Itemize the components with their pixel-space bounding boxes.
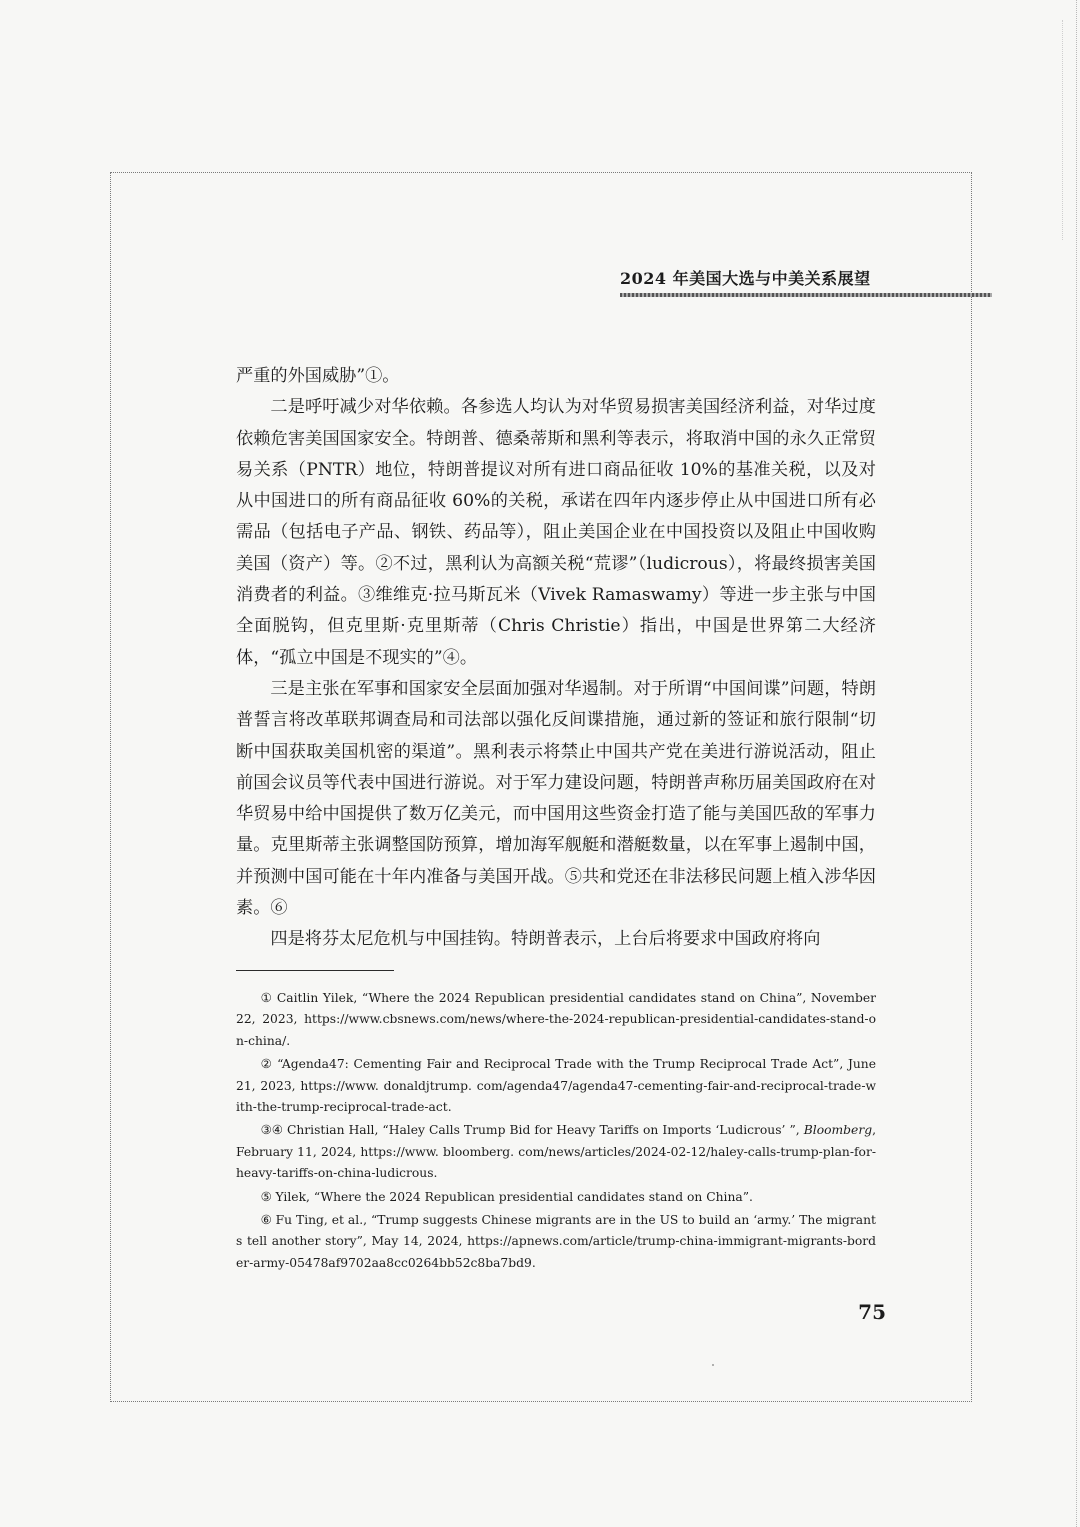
paragraph: 三是主张在军事和国家安全层面加强对华遏制。对于所谓“中国间谍”问题，特朗普誓言将改革联邦调查局和司法部以强化反间谍措施，通过新的签证和旅行限制“切断中国获取美国机密的渠道”。黑利表示将禁止中国共产党在美进行游说活动，阻止前国会议员等代表中国进行游说。对于军力建设问题，特朗普声称历届美国政府在对华贸易中给中国提供了数万亿美元，而中国用这些资金打造了能与美国匹敌的军事力量。克里斯蒂主张调整国防预算，增加海军舰艇和潜艇数量，以在军事上遏制中国，并预测中国可能在十年内准备与美国开战。⑤共和党还在非法移民问题上植入涉华因素。⑥ (236, 678, 876, 919)
footnotes (236, 988, 876, 1276)
scan-edge-mark-inner (1062, 20, 1064, 240)
scan-speck (712, 1364, 714, 1366)
page-number: 75 (858, 1300, 886, 1324)
header-rule (620, 293, 992, 297)
footnote-5: ⑤ Yilek, “Where the 2024 Republican presidential candidates stand on China”. (260, 1189, 753, 1204)
scan-edge-mark (1076, 0, 1079, 1527)
running-header: 2024 年美国大选与中美关系展望 (620, 269, 871, 288)
footnote-3-4-publication: Bloomberg (803, 1123, 873, 1138)
paragraph: 四是将芬太尼危机与中国挂钩。特朗普表示，上台后将要求中国政府将向 (270, 929, 821, 950)
footnote-3-4-rest: , February 11, 2024, https://www. bloomberg. com/news/articles/2024-02-12/haley-calls-trump-plan-for-heavy-tariffs-on-china-ludicrous. (236, 1123, 876, 1181)
footnote-1: ① Caitlin Yilek, “Where the 2024 Republican presidential candidates stand on China”, November 22, 2023, https://www.cbsnews.com/news/where-the-2024-republican-presidential-candidates-stand-on-china/. (236, 991, 876, 1048)
footnote-3-4 (236, 1120, 876, 1184)
paragraph-continued: 严重的外国威胁”①。 (236, 366, 400, 386)
footnote-3-4-text: ③④ Christian Hall, “Haley Calls Trump Bid for Heavy Tariffs on Imports ‘Ludicrous’ ”, (260, 1123, 804, 1138)
footnote-6: ⑥ Fu Ting, et al., “Trump suggests Chinese migrants are in the US to build an ‘army.’ The migrants tell another story”, May 14, 2024, https://apnews.com/article/trump-china-immigrant-migrants-border-army-05478af9702aa8cc0264bb52c8ba7bd9. (236, 1213, 876, 1270)
footnote-2: ② “Agenda47: Cementing Fair and Reciprocal Trade with the Trump Reciprocal Trade Act”, June 21, 2023, https://www. donaldjtrump. com/agenda47/agenda47-cementing-fair-and-reciprocal-trade-with-the-trump-reciprocal-trade-act. (236, 1057, 876, 1115)
body-text (236, 361, 876, 956)
paragraph: 二是呼吁减少对华依赖。各参选人均认为对华贸易损害美国经济利益，对华过度依赖危害美国国家安全。特朗普、德桑蒂斯和黑利等表示，将取消中国的永久正常贸易关系（PNTR）地位，特朗普提议对所有进口商品征收 10%的基准关税，以及对从中国进口的所有商品征收 60%的关税，承诺在四年内逐步停止从中国进口所有必需品（包括电子产品、钢铁、药品等），阻止美国企业在中国投资以及阻止中国收购美国（资产）等。②不过，黑利认为高额关税“荒谬”（ludicrous），将最终损害美国消费者的利益。③维维克·拉马斯瓦米（Vivek Ramaswamy）等进一步主张与中国全面脱钩，但克里斯·克里斯蒂（Chris Christie）指出，中国是世界第二大经济体，“孤立中国是不现实的”④。 (236, 397, 876, 668)
footnote-separator (236, 970, 394, 971)
